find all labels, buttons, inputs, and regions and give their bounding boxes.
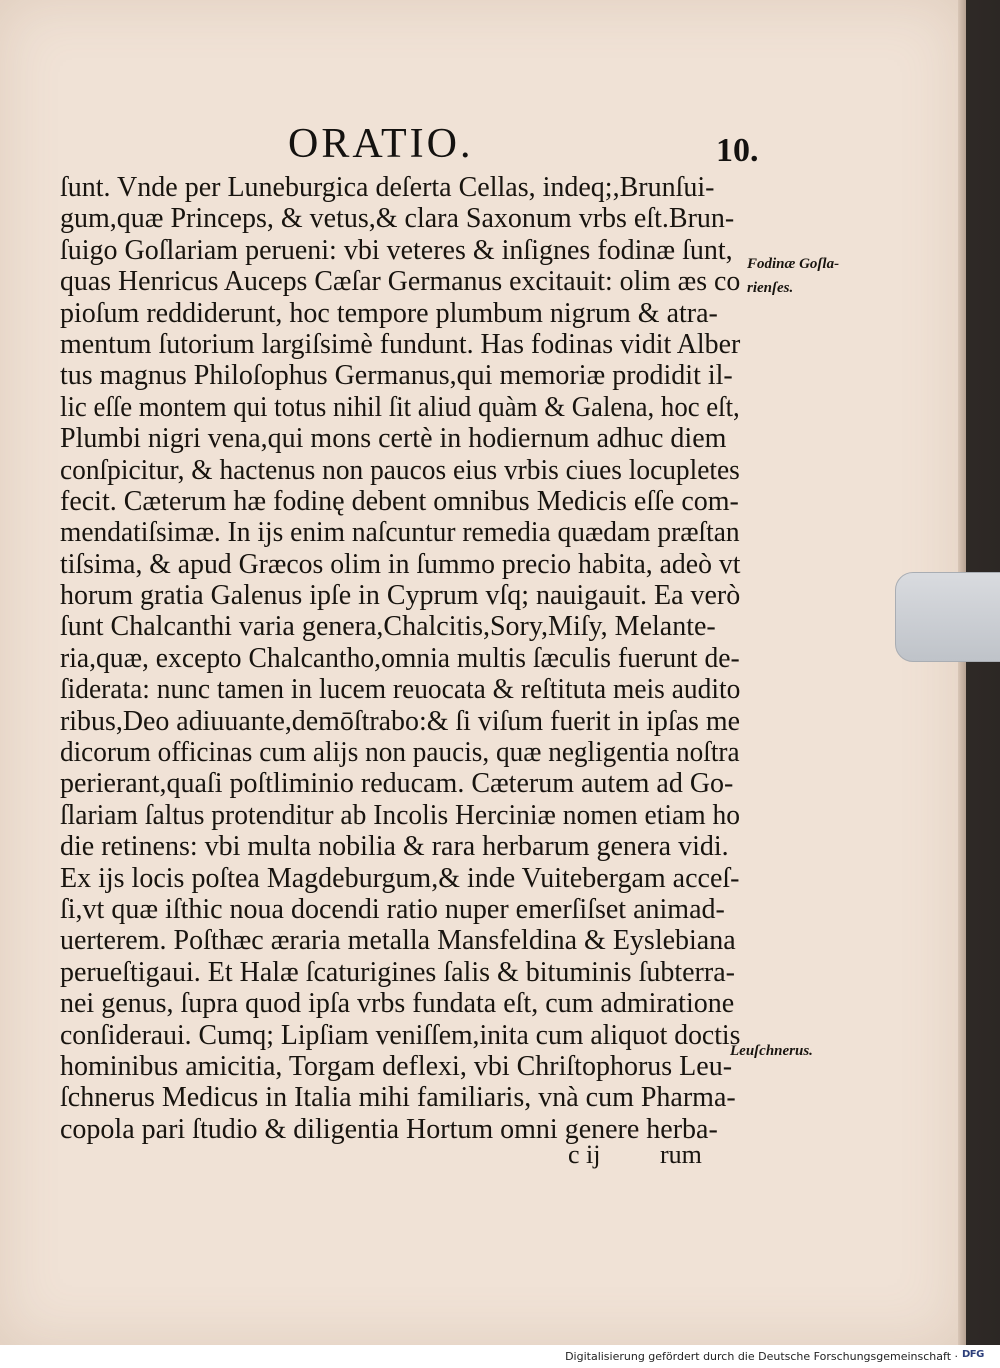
body-text (60, 172, 740, 1145)
text-line: conſideraui. Cumq; Lipſiam veniſſem,inita cum aliquot doctis (60, 1019, 741, 1051)
text-line: ribus,Deo adiuuante,demōſtrabo:& ſi viſum fuerit in ipſas me (60, 705, 740, 737)
catchword: rum (660, 1140, 702, 1169)
text-line: perueſtigaui. Et Halæ ſcaturigines ſalis & bituminis ſubterra- (60, 956, 735, 988)
text-line: tus magnus Philoſophus Germanus,qui memoriæ prodidit il- (60, 360, 733, 392)
text-line: ſlariam ſaltus protenditur ab Incolis Herciniæ nomen etiam ho (60, 799, 741, 831)
text-line: fecit. Cæterum hæ fodinę debent omnibus Medicis eſſe com- (60, 485, 739, 517)
text-line: ſiderata: nunc tamen in lucem reuocata & reſtituta meis audito (60, 674, 741, 706)
text-line: Plumbi nigri vena,qui mons certè in hodiernum adhuc diem (60, 423, 727, 455)
text-line: lic eſſe montem qui totus nihil ſit aliud quàm & Galena, hoc eſt, (60, 391, 740, 423)
text-line: dicorum officinas cum alijs non paucis, quæ negligentia noſtra (60, 737, 740, 769)
text-line: uerterem. Poſthæc æraria metalla Mansfeldina & Eyslebiana (60, 925, 736, 957)
text-line: die retinens: vbi multa nobilia & rara herbarum genera vidi. (60, 831, 729, 863)
text-line: ſunt. Vnde per Luneburgica deſerta Cellas, indeq;,Brunſui- (60, 172, 715, 203)
text-line: gum,quæ Princeps, & vetus,& clara Saxonum vrbs eſt.Brun- (60, 203, 735, 235)
text-line: ſuigo Goſlariam perueni: vbi veteres & inſignes fodinæ ſunt, (60, 234, 733, 266)
text-line: mendatiſsimæ. In ijs enim naſcuntur remedia quædam præſtan (60, 517, 740, 549)
footer-credit: Digitalisierung gefördert durch die Deutsche Forschungsgemeinschaft · (565, 1350, 958, 1363)
page-edge (958, 0, 966, 1345)
text-line: pioſum reddiderunt, hoc tempore plumbum nigrum & atra- (60, 297, 718, 329)
text-line: conſpicitur, & hactenus non paucos eius vrbis ciues locupletes (60, 454, 740, 486)
text-line: Ex ijs locis poſtea Magdeburgum,& inde Vuitebergam acceſ- (60, 862, 740, 894)
signature-mark: c ij (568, 1140, 601, 1169)
text-line: ſunt Chalcanthi varia genera,Chalcitis,Sory,Miſy, Melante- (60, 611, 716, 643)
dfg-logo: DFG (962, 1349, 984, 1360)
text-line: quas Henricus Auceps Cæſar Germanus excitauit: olim æs co (60, 266, 741, 298)
text-line: copola pari ſtudio & diligentia Hortum omni genere herba- (60, 1113, 718, 1145)
text-line: ſi,vt quæ iſthic noua docendi ratio nuper emerſiſset animad- (60, 893, 725, 925)
text-line: nei genus, ſupra quod ipſa vrbs fundata eſt, cum admiratione (60, 988, 735, 1020)
text-line: tiſsima, & apud Græcos olim in ſummo precio habita, adeò vt (60, 548, 741, 580)
text-line: ria,quæ, excepto Chalcantho,omnia multis ſæculis fuerunt de- (60, 642, 740, 674)
running-head: ORATIO. (288, 121, 474, 167)
text-line: mentum ſutorium largiſsimè fundunt. Has fodinas vidit Alber (60, 328, 741, 360)
text-line: hominibus amicitia, Torgam deflexi, vbi Chriſtophorus Leu- (60, 1050, 733, 1082)
marginal-note: Leuſchnerus. (730, 1043, 813, 1059)
marginal-note: rienſes. (747, 280, 794, 296)
plastic-page-tab (895, 572, 1000, 662)
text-line: perierant,quaſi poſtliminio reducam. Cæterum autem ad Go- (60, 768, 734, 800)
text-line: horum gratia Galenus ipſe in Cyprum vſq; nauigauit. Ea verò (60, 580, 741, 612)
marginal-note: Fodinæ Goſla- (747, 256, 840, 272)
text-line: ſchnerus Medicus in Italia mihi familiaris, vnà cum Pharma- (60, 1082, 736, 1114)
folio-number: 10. (716, 132, 759, 169)
